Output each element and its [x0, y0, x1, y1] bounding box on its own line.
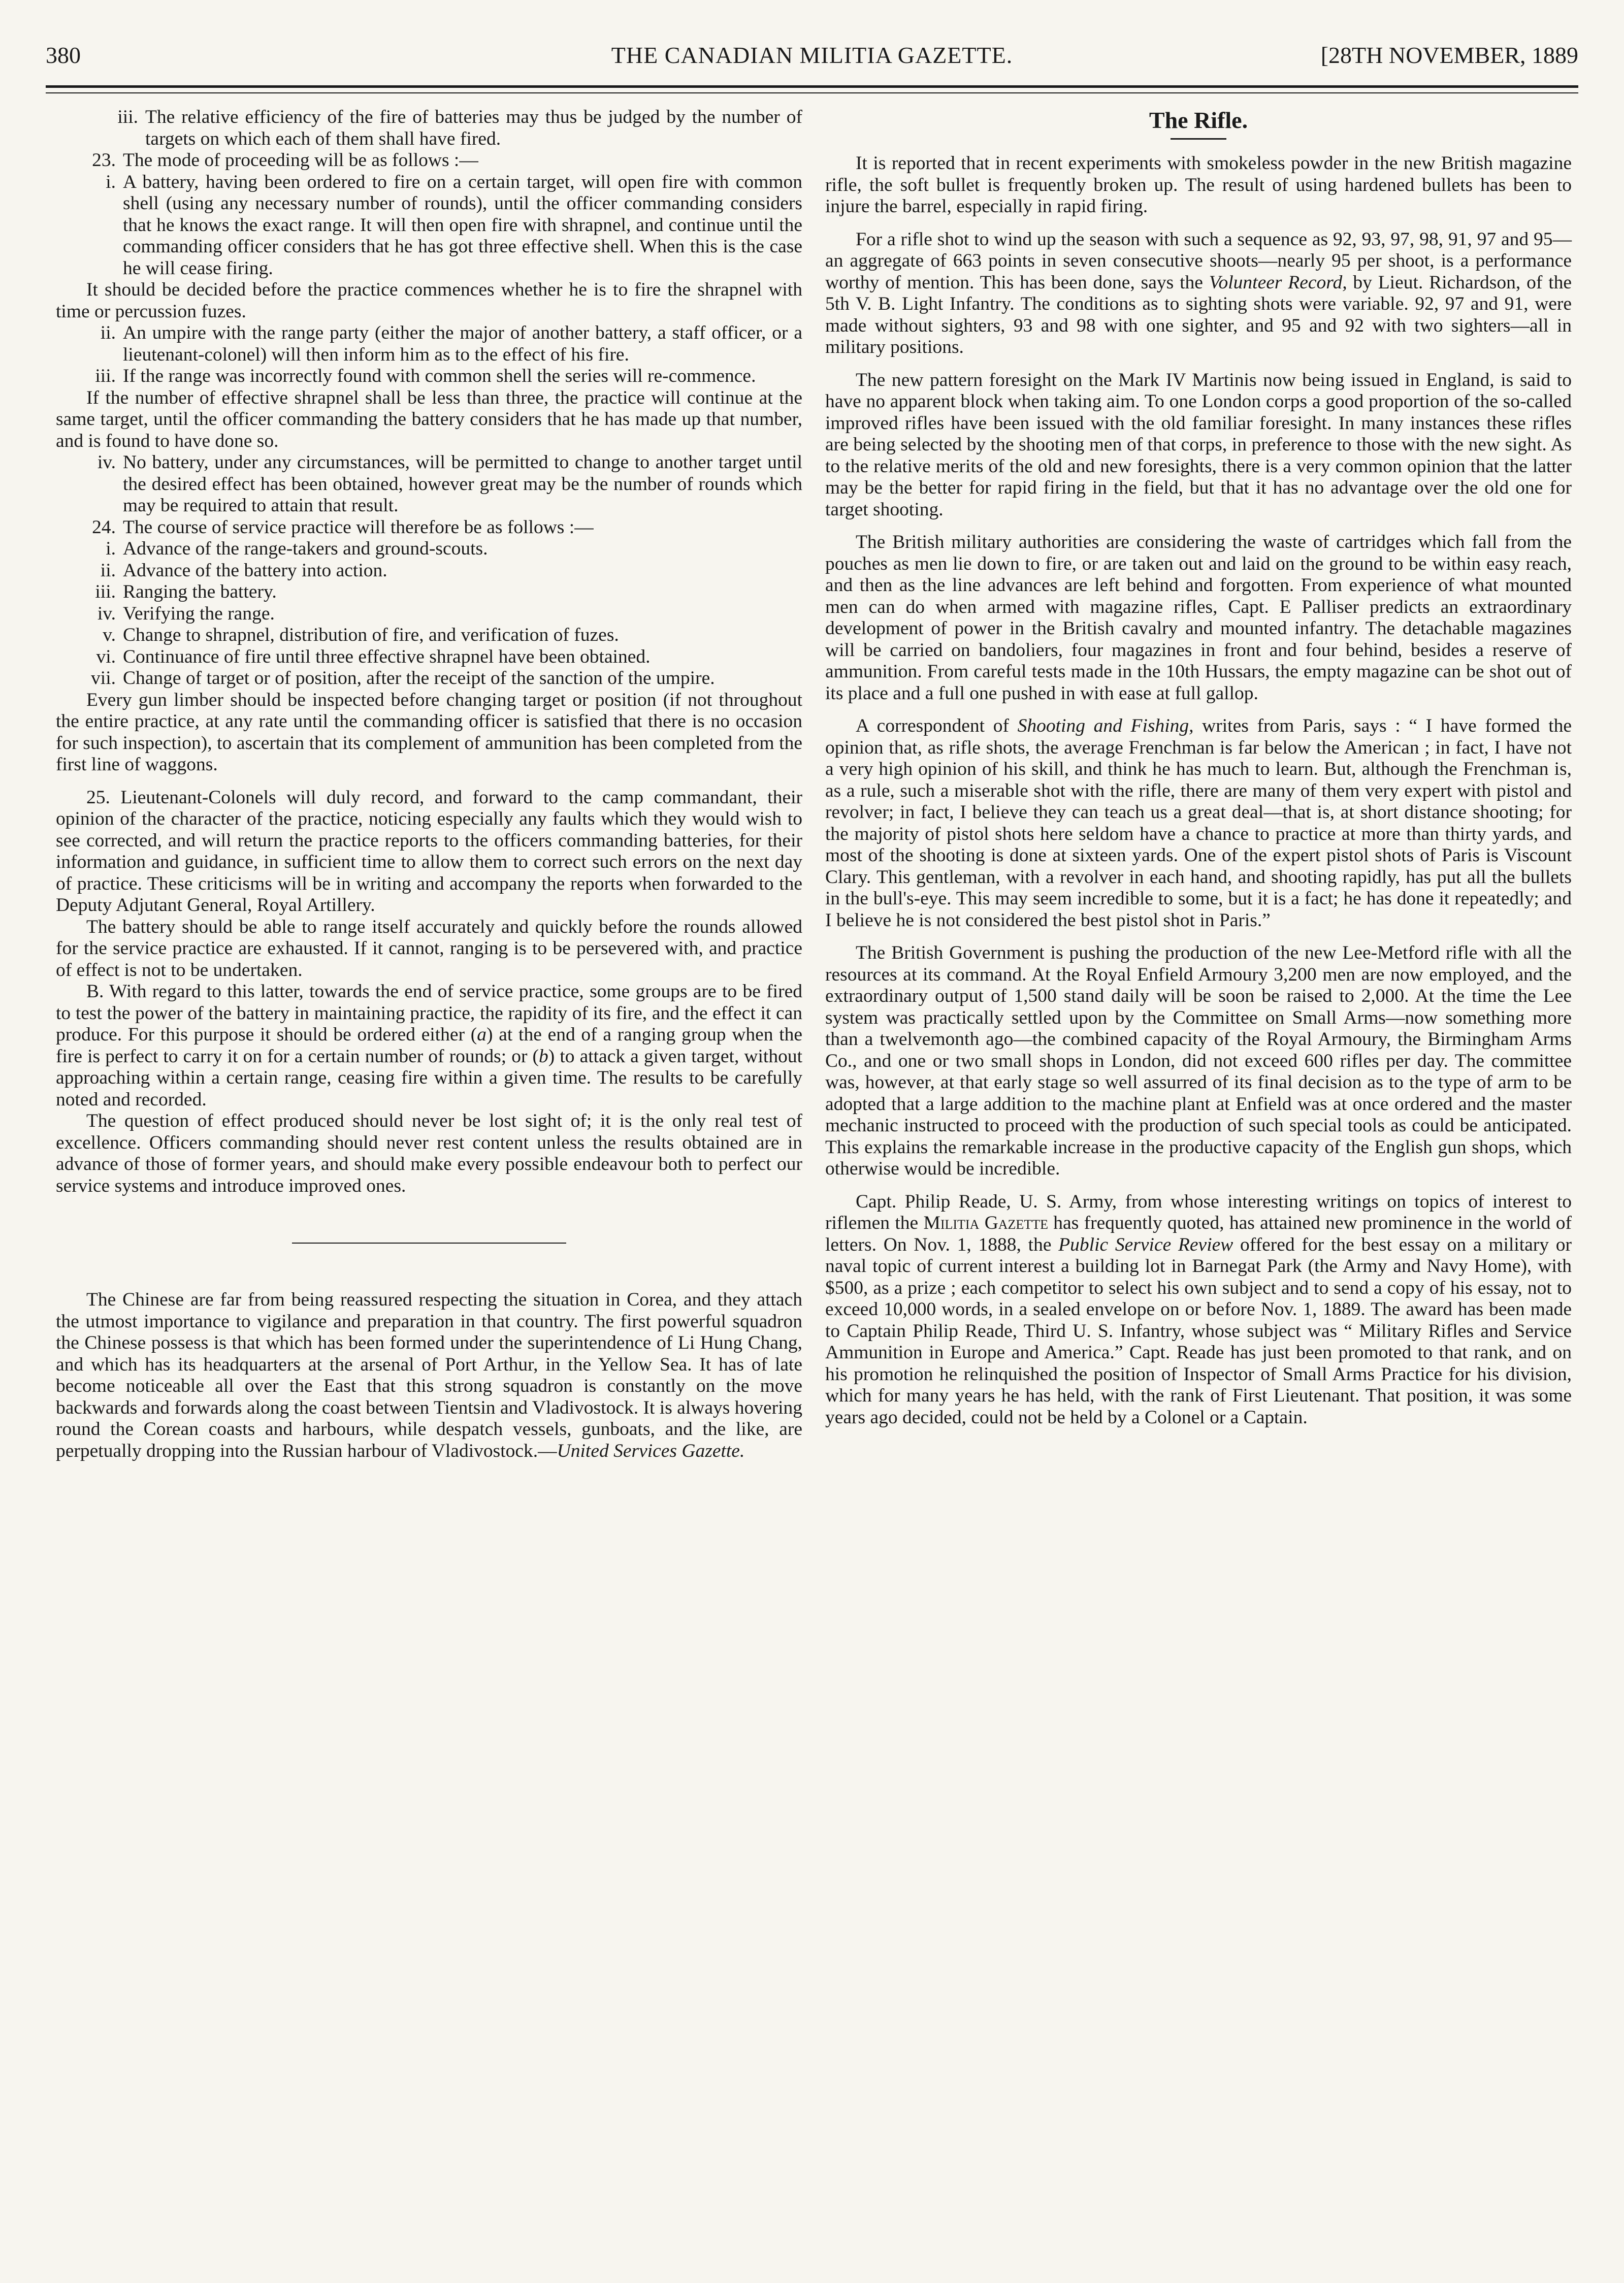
header-rule-thick — [46, 85, 1578, 88]
practice-list-item — [56, 560, 802, 582]
left-column — [56, 107, 802, 1462]
right-column — [825, 107, 1572, 1428]
clause-24 — [56, 517, 802, 539]
practice-list-item — [56, 625, 802, 646]
article-title-the-rifle: The Rifle. — [1149, 107, 1248, 133]
list-item-number: iii. — [95, 581, 116, 602]
list-item-text: Advance of the range-takers and ground-scouts. — [123, 538, 488, 559]
paragraph-effective-shrapnel: If the number of effective shrapnel shall be less than three, the practice will continue at the same target, until the officer commanding the battery considers that he has made up that number, and is found to have done so. — [56, 387, 802, 451]
paragraph-capt-reade: Capt. Philip Reade, U. S. Army, from whose interesting writings on topics of interest to riflemen the Militia Gazette has frequently quoted, has attained new prominence in the world of letters. On Nov. 1, 1888, the Public Service Review offered for the best essay on a military or naval topic of current interest a building lot in Barnegat Park (the Army and Navy Home), with $500, as a prize ; each competitor to select his own subject and to send a copy of his essay, not to exceed 10,000 words, in a sealed envelope on or before Nov. 1, 1889. The award has been made to Captain Philip Reade, Third U. S. Infantry, whose subject was “ Military Rifles and Service Ammunition in Europe and America.” Capt. Reade has just been promoted to that rank, and on his promotion he relinquished the position of Inspector of Small Arms Practice for his division, which for many years he has held, with the rank of First Lieutenant. That position, it was some years ago decided, could not be held by a Colonel or a Captain. — [825, 1191, 1572, 1428]
list-item-number: ii. — [100, 560, 116, 581]
clause-text: The course of service practice will therefore be as follows :— — [123, 516, 594, 538]
clause-number: iv. — [97, 452, 116, 473]
clause-number: ii. — [100, 322, 116, 343]
clause-iii-efficiency — [56, 107, 802, 150]
practice-list-item — [56, 581, 802, 603]
clause-text: If the range was incorrectly found with common shell the series will re-commence. — [123, 366, 756, 386]
page-number: 380 — [46, 42, 81, 68]
list-item-number: i. — [106, 538, 116, 559]
paragraph-rifle-shot-sequence: For a rifle shot to wind up the season with such a sequence as 92, 93, 97, 98, 91, 97 and 95—an aggregate of 663 points in seven consecutive shoots—nearly 95 per shoot, is a performance worthy of mention. This has been done, says the Volunteer Record, by Lieut. Richardson, of the 5th V. B. Light Infantry. The conditions as to sighting shots were variable. 92, 97 and 91, were made without sighters, 93 and 98 with one sighter, and 95 and 92 with two sighters—all in military positions. — [825, 229, 1572, 357]
list-item-text: Continuance of fire until three effective shrapnel have been obtained. — [123, 646, 651, 667]
paragraph-smokeless-powder: It is reported that in recent experiments with smokeless powder in the new British magazine rifle, the soft bullet is frequently broken up. The result of using hardened bullets has been to injure the barrel, especially in rapid firing. — [825, 153, 1572, 217]
practice-list-item — [56, 668, 802, 690]
list-item-text: Change of target or of position, after the receipt of the sanction of the umpire. — [123, 668, 715, 689]
clause-text: No battery, under any circumstances, will be permitted to change to another target until the desired effect has been obtained, however great may be the number of rounds which may be required to attain that result. — [123, 452, 802, 516]
paragraph-effect-produced: The question of effect produced should never be lost sight of; it is the only real test of excellence. Officers commanding should never rest content unless the results obtained are in advance of those of former years, and should make every possible endeavour both to perfect our service systems and introduce improved ones. — [56, 1111, 802, 1196]
clause-iv-no-battery — [56, 452, 802, 517]
list-item-text: Verifying the range. — [123, 603, 275, 624]
list-item-text: Ranging the battery. — [123, 581, 277, 602]
practice-list-item — [56, 646, 802, 668]
clause-text: A battery, having been ordered to fire on a certain target, will open fire with common shell (using any necessary number of rounds), until the officer commanding considers that he knows the exact range. It will then open fire with shrapnel, and continue until the commanding officer considers that he has got three effective shell. When this is the case he will cease firing. — [123, 171, 802, 279]
list-item-text: Advance of the battery into action. — [123, 560, 387, 581]
paragraph-chinese-corea: The Chinese are far from being reassured respecting the situation in Corea, and they attach the utmost importance to vigilance and preparation in that country. The first powerful squadron the Chinese possess is that which has been formed under the superintendence of Li Hung Chang, and which has its headquarters at the arsenal of Port Arthur, in the Yellow Sea. It has of late become noticeable all over the East that this strong squadron is constantly on the move backwards and forwards along the coast between Tientsin and Vladivostock. It is always hovering round the Corean coasts and harbours, while despatch vessels, gunboats, and the like, are perpetually dropping into the Russian harbour of Vladivostock.—United Services Gazette. — [56, 1289, 802, 1461]
paragraph-battery-range: The battery should be able to range itself accurately and quickly before the rounds allowed for the service practice are exhausted. If it cannot, ranging is to be persevered with, and practice of effect is not to be undertaken. — [56, 916, 802, 981]
header-rule-thin — [46, 92, 1578, 93]
paragraph-cartridges: The British military authorities are considering the waste of cartridges which fall from the pouches as men lie down to fire, or are taken out and laid on the ground to be within easy reach, and then as the line advances are left behind and forgotten. From experience of what mounted men can do when armed with magazine rifles, Capt. E Palliser predicts an extraordinary development of power in the British cavalry and mounted infantry. The detachable magazines will be carried on bandoliers, four magazines in front and four behind, besides a reserve of ammunition. From careful tests made in the 10th Hussars, the empty magazine can be shot out of its place and a full one pushed in with ease at full gallop. — [825, 532, 1572, 704]
list-item-text: Change to shrapnel, distribution of fire, and verification of fuzes. — [123, 625, 619, 645]
clause-text: An umpire with the range party (either the major of another battery, a staff officer, or a lieutenant-colonel) will then inform him as to the effect of his fire. — [123, 322, 802, 365]
page-header — [46, 42, 1578, 77]
article-source: United Services Gazette. — [557, 1440, 745, 1461]
paragraph-foresight: The new pattern foresight on the Mark IV Martinis now being issued in England, is said to have no apparent block when taking aim. To one London corps a good proportion of the so-called improved rifles have been issued with the old familiar foresight. In many instances these rifles are being selected by the shooting men of that corps, in preference to those with the new sight. As to the relative merits of the old and new foresights, there is a very common opinion that the latter may be the better for rapid firing in the field, but that it has no advantage over the old one for target shooting. — [825, 369, 1572, 520]
paragraph-fuzes: It should be decided before the practice commences whether he is to fire the shrapnel with time or percussion fuzes. — [56, 279, 802, 322]
practice-list-item — [56, 603, 802, 625]
clause-iii-range — [56, 366, 802, 387]
paragraph-service-practice-b: B. With regard to this latter, towards the end of service practice, some groups are to be fired to test the power of the battery in maintaining practice, the rapidity of its fire, and the effect it can produce. For this purpose it should be ordered either (a) at the end of a ranging group when the fire is perfect to carry it on for a certain number of rounds; or (b) to attack a given target, without approaching within a certain range, ceasing fire within a given time. The results to be carefully noted and recorded. — [56, 981, 803, 1110]
clause-number: iii. — [95, 366, 116, 386]
title-underline — [1171, 138, 1226, 140]
list-item-number: iv. — [97, 603, 116, 624]
clause-text: The mode of proceeding will be as follows :— — [123, 150, 478, 171]
clause-ii-umpire — [56, 322, 802, 366]
paragraph-lee-metford: The British Government is pushing the production of the new Lee-Metford rifle with all the resources at its command. At the Royal Enfield Armoury 3,200 men are now employed, and the extraordinary output of 1,500 stand daily will be soon be raised to 2,000. At the time the Lee system was practically settled upon by the Committee on Small Arms—now something more than a twelvemonth ago—the combined capacity of the Royal Armoury, the Birmingham Arms Co., and one or two small shops in London, did not exceed 600 rifles per day. The committee was, however, at that early stage so well assurred of its final decision as to the type of arm to be adopted that a large addition to the machine plant at Enfield was at once ordered and the master mechanic instructed to proceed with the production of such special tools as could be anticipated. This explains the remarkable increase in the productive capacity of the English gun shops, which otherwise would be incredible. — [825, 942, 1572, 1179]
clause-number: i. — [106, 171, 116, 192]
practice-list-item — [56, 538, 802, 560]
paragraph-paris-correspondent: A correspondent of Shooting and Fishing, writes from Paris, says : “ I have formed the opinion that, as rifle shots, the average Frenchman is far below the American ; in fact, I have not a very high opinion of his skill, and think he has much to learn. But, although the Frenchman is, as a rule, such a miserable shot with the rifle, there are many of them very expert with pistol and revolver; in fact, I believe they can teach us a great deal—that is, at short distance shooting; for the majority of pistol shots here seldom have a chance to practice at more than thirty yards, and most of the shooting is done at sixteen yards. One of the expert pistol shots of Paris is Viscount Clary. This gentleman, with a revolver in each hand, and shooting rapidly, has put all the bullets in the bull's-eye. This may seem incredible to some, but it is a fact; he has done it repeatedly; and I believe he is not considered the best pistol shot in Paris.” — [825, 715, 1572, 931]
masthead-title: THE CANADIAN MILITIA GAZETTE. — [611, 42, 1013, 68]
clause-number: 23. — [92, 150, 116, 171]
clause-number: 24. — [92, 516, 116, 538]
list-item-number: vi. — [96, 646, 116, 667]
issue-date: [28TH NOVEMBER, 1889 — [1320, 42, 1578, 68]
service-practice-list — [56, 538, 802, 690]
list-item-number: vii. — [91, 668, 116, 689]
clause-number: iii. — [117, 107, 138, 127]
paragraph-lieutenant-colonels: 25. Lieutenant-Colonels will duly record, and forward to the camp commandant, their opinion of the character of the practice, noticing especially any faults which they would wish to see corrected, and will return the practice reports to the officers commanding batteries, for their information and guidance, in sufficient time to allow them to correct such errors on the next day of practice. These criticisms will be in writing and accompany the reports when forwarded to the Deputy Adjutant General, Royal Artillery. — [56, 787, 802, 916]
clause-text: The relative efficiency of the fire of batteries may thus be judged by the number of targets on which each of them shall have fired. — [145, 107, 802, 149]
clause-23 — [56, 150, 802, 172]
clause-i-battery — [56, 172, 802, 280]
paragraph-gun-limber: Every gun limber should be inspected before changing target or position (if not throughout the entire practice, at any rate until the commanding officer is satisfied that there is no occasion for such inspection), to ascertain that its complement of ammunition has been completed from the first line of waggons. — [56, 689, 802, 775]
list-item-number: v. — [103, 625, 116, 645]
